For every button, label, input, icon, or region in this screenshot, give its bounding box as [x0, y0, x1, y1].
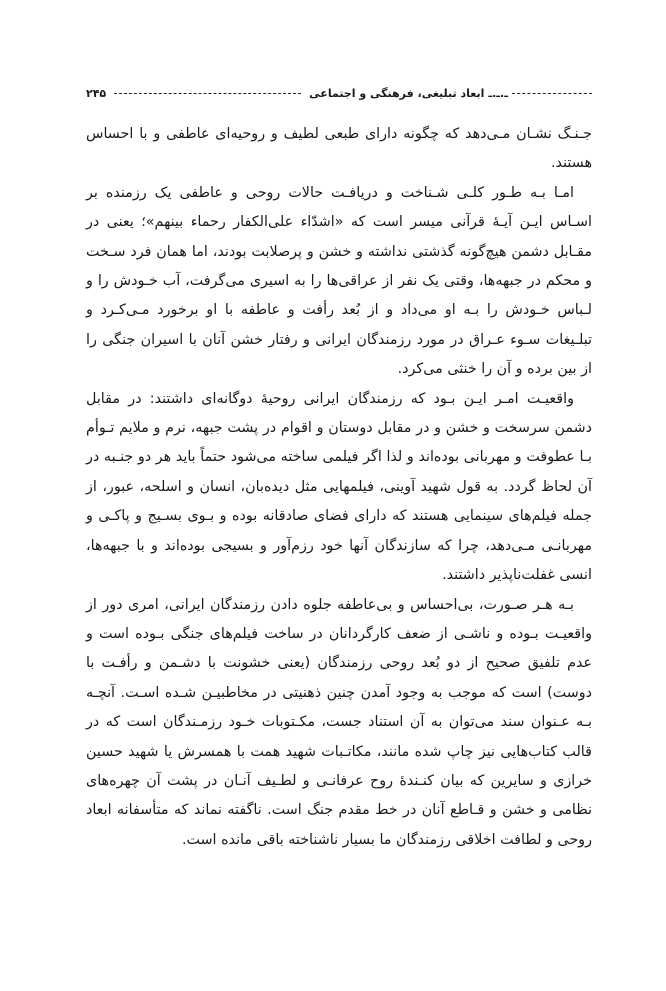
header-title: ابعاد تبلیغی، فرهنگی و اجتماعی — [309, 86, 485, 100]
paragraph: بـه هـر صـورت، بی‌احساس و بی‌عاطفه جلوه دادن رزمندگان ایرانی، امری دور از واقعیـت بـوده و ناشـی از ضعف کارگردانان در ساخت فیلم‌های جنگی بـوده است و عدم تلفیق صحیح از دو بُعد روحی رزمندگان (یعنی خشونت با دشـمن و رأفـت با دوست) است که موجب به وجود آمدن چنین ذهنیتی در مخاطبیـن شـده اسـت. آنچـه بـه عـنوان سند می‌توان به آن استناد جست، مکـتوبات خـود رزمـندگان است که در قالب کتاب‌هایی نیز چاپ شده مانند، مکاتـبات شهید همت با همسرش یا شهید حسین خرازی و سایرین که بیان کنـندهٔ روح عرفانـی و لطـیف آنـان در پشت آن چهره‌های نظامی و خشن و قـاطع آنان در خط مقدم جنگ است. ناگفته نماند که متأسفانه ابعاد روحی و لطافت اخلاقی رزمندگان ما بسیار ناشناخته باقی مانده است. — [86, 596, 592, 848]
page-number: ۲۴۵ — [86, 86, 107, 100]
paragraph: واقعیـت امـر ایـن بـود که رزمندگان ایرانی روحیهٔ دوگانه‌ای داشتند: در مقابل دشمن سرسخت و خشن و در مقابل دوستان و اقوام در پشت جبهه، نرم و ملایم تـوأم بـا عطوفت و مهربانی بوده‌اند و لذا اگر فیلمی ساخته می‌شود حتماً باید هر دو جنـبه در آن لحاظ گردد. به قول شهید آوینی، فیلمهایی مثل دیده‌بان، انسان و اسلحه، عبور، از جمله فیلم‌های سینمایی هستند که دارای فضای صادقانه بوده و بـوی بسـیج و پاکـی و مهربانـی مـی‌دهد، چرا که سازندگان آنها خود رزم‌آور و بسیجی بوده‌اند و با جبهه‌ها، انسی غفلت‌ناپذیر داشتند. — [86, 390, 592, 584]
paragraph: جـنـگ نشـان مـی‌دهد که چگونه دارای طبعی لطیف و روحیه‌ای عاطفی و با احساس هستند. — [86, 126, 592, 172]
header-separator: ـ.ـ.ـ — [488, 86, 508, 100]
running-header — [86, 84, 592, 102]
header-rule-right — [512, 93, 592, 94]
paragraph: امـا بـه طـور کلـی شـناخت و دریافـت حالات روحی و عاطفی یک رزمنده بر اسـاس ایـن آیـهٔ قرآنی میسر است که «اشدّاء علی‌الکفار رحماء بینهم»؛ یعنی در مقـابل دشمن هیچ‌گونه گذشتی نداشته و خشن و پرصلابت بودند، اما همان فرد سـخت و محکم در جبهه‌ها، وقتی یک نفر از عراقی‌ها را به اسیری می‌گرفت، آب خـودش را و لـباس خـودش را بـه او می‌داد و از بُعد رأفت و عاطفه با او برخورد مـی‌کـرد و تبلـیغات سـوء عـراق در مورد رزمندگان ایرانی و رفتار خشن آنان با اسیران جنگی را از بین برده و آن را خنثی می‌کرد. — [86, 184, 592, 378]
header-rule — [114, 93, 301, 94]
body-text — [86, 120, 592, 855]
